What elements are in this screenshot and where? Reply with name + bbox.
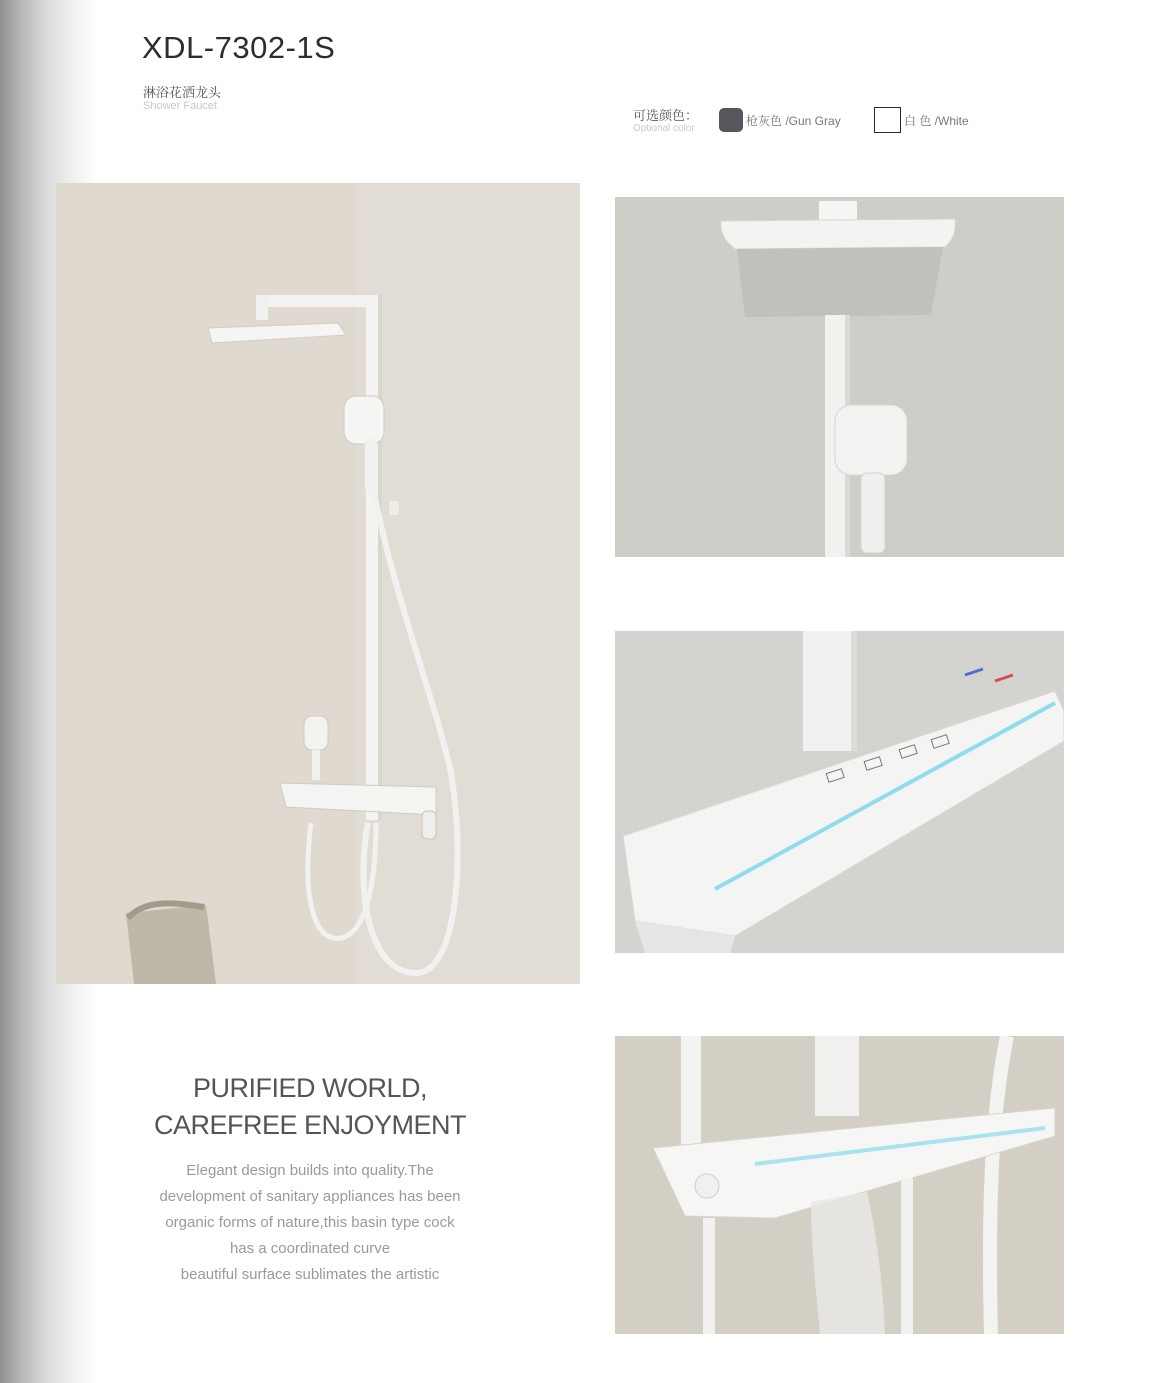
description-line: beautiful surface sublimates the artistic — [180, 1266, 440, 1283]
headline-line-1: PURIFIED WORLD, — [192, 1073, 427, 1103]
product-name-cn: 淋浴花洒龙头 — [143, 85, 222, 100]
white-swatch — [874, 107, 901, 133]
color-options-label-cn: 可选颜色： — [633, 108, 699, 123]
main-product-photo — [56, 183, 580, 984]
waterfall-spout-closeup — [615, 1036, 1064, 1334]
headline-line-2: CAREFREE ENJOYMENT — [153, 1110, 467, 1140]
color-options-label-en: Optional color — [633, 123, 695, 134]
feature-headline — [120, 1070, 500, 1144]
gun-gray-label: 枪灰色 /Gun Gray — [746, 114, 841, 128]
gun-gray-swatch — [719, 108, 743, 132]
description-line: organic forms of nature,this basin type cock — [165, 1214, 455, 1231]
white-label: 白 色 /White — [904, 114, 969, 128]
description-line: development of sanitary appliances has been — [159, 1188, 461, 1205]
product-name-en: Shower Faucet — [143, 100, 217, 112]
control-panel-closeup — [615, 631, 1064, 953]
shower-head-closeup — [615, 197, 1064, 557]
feature-description — [100, 1158, 520, 1288]
model-number: XDL-7302-1S — [142, 30, 336, 65]
description-line: Elegant design builds into quality.The — [186, 1162, 434, 1179]
description-line: has a coordinated curve — [229, 1240, 391, 1257]
